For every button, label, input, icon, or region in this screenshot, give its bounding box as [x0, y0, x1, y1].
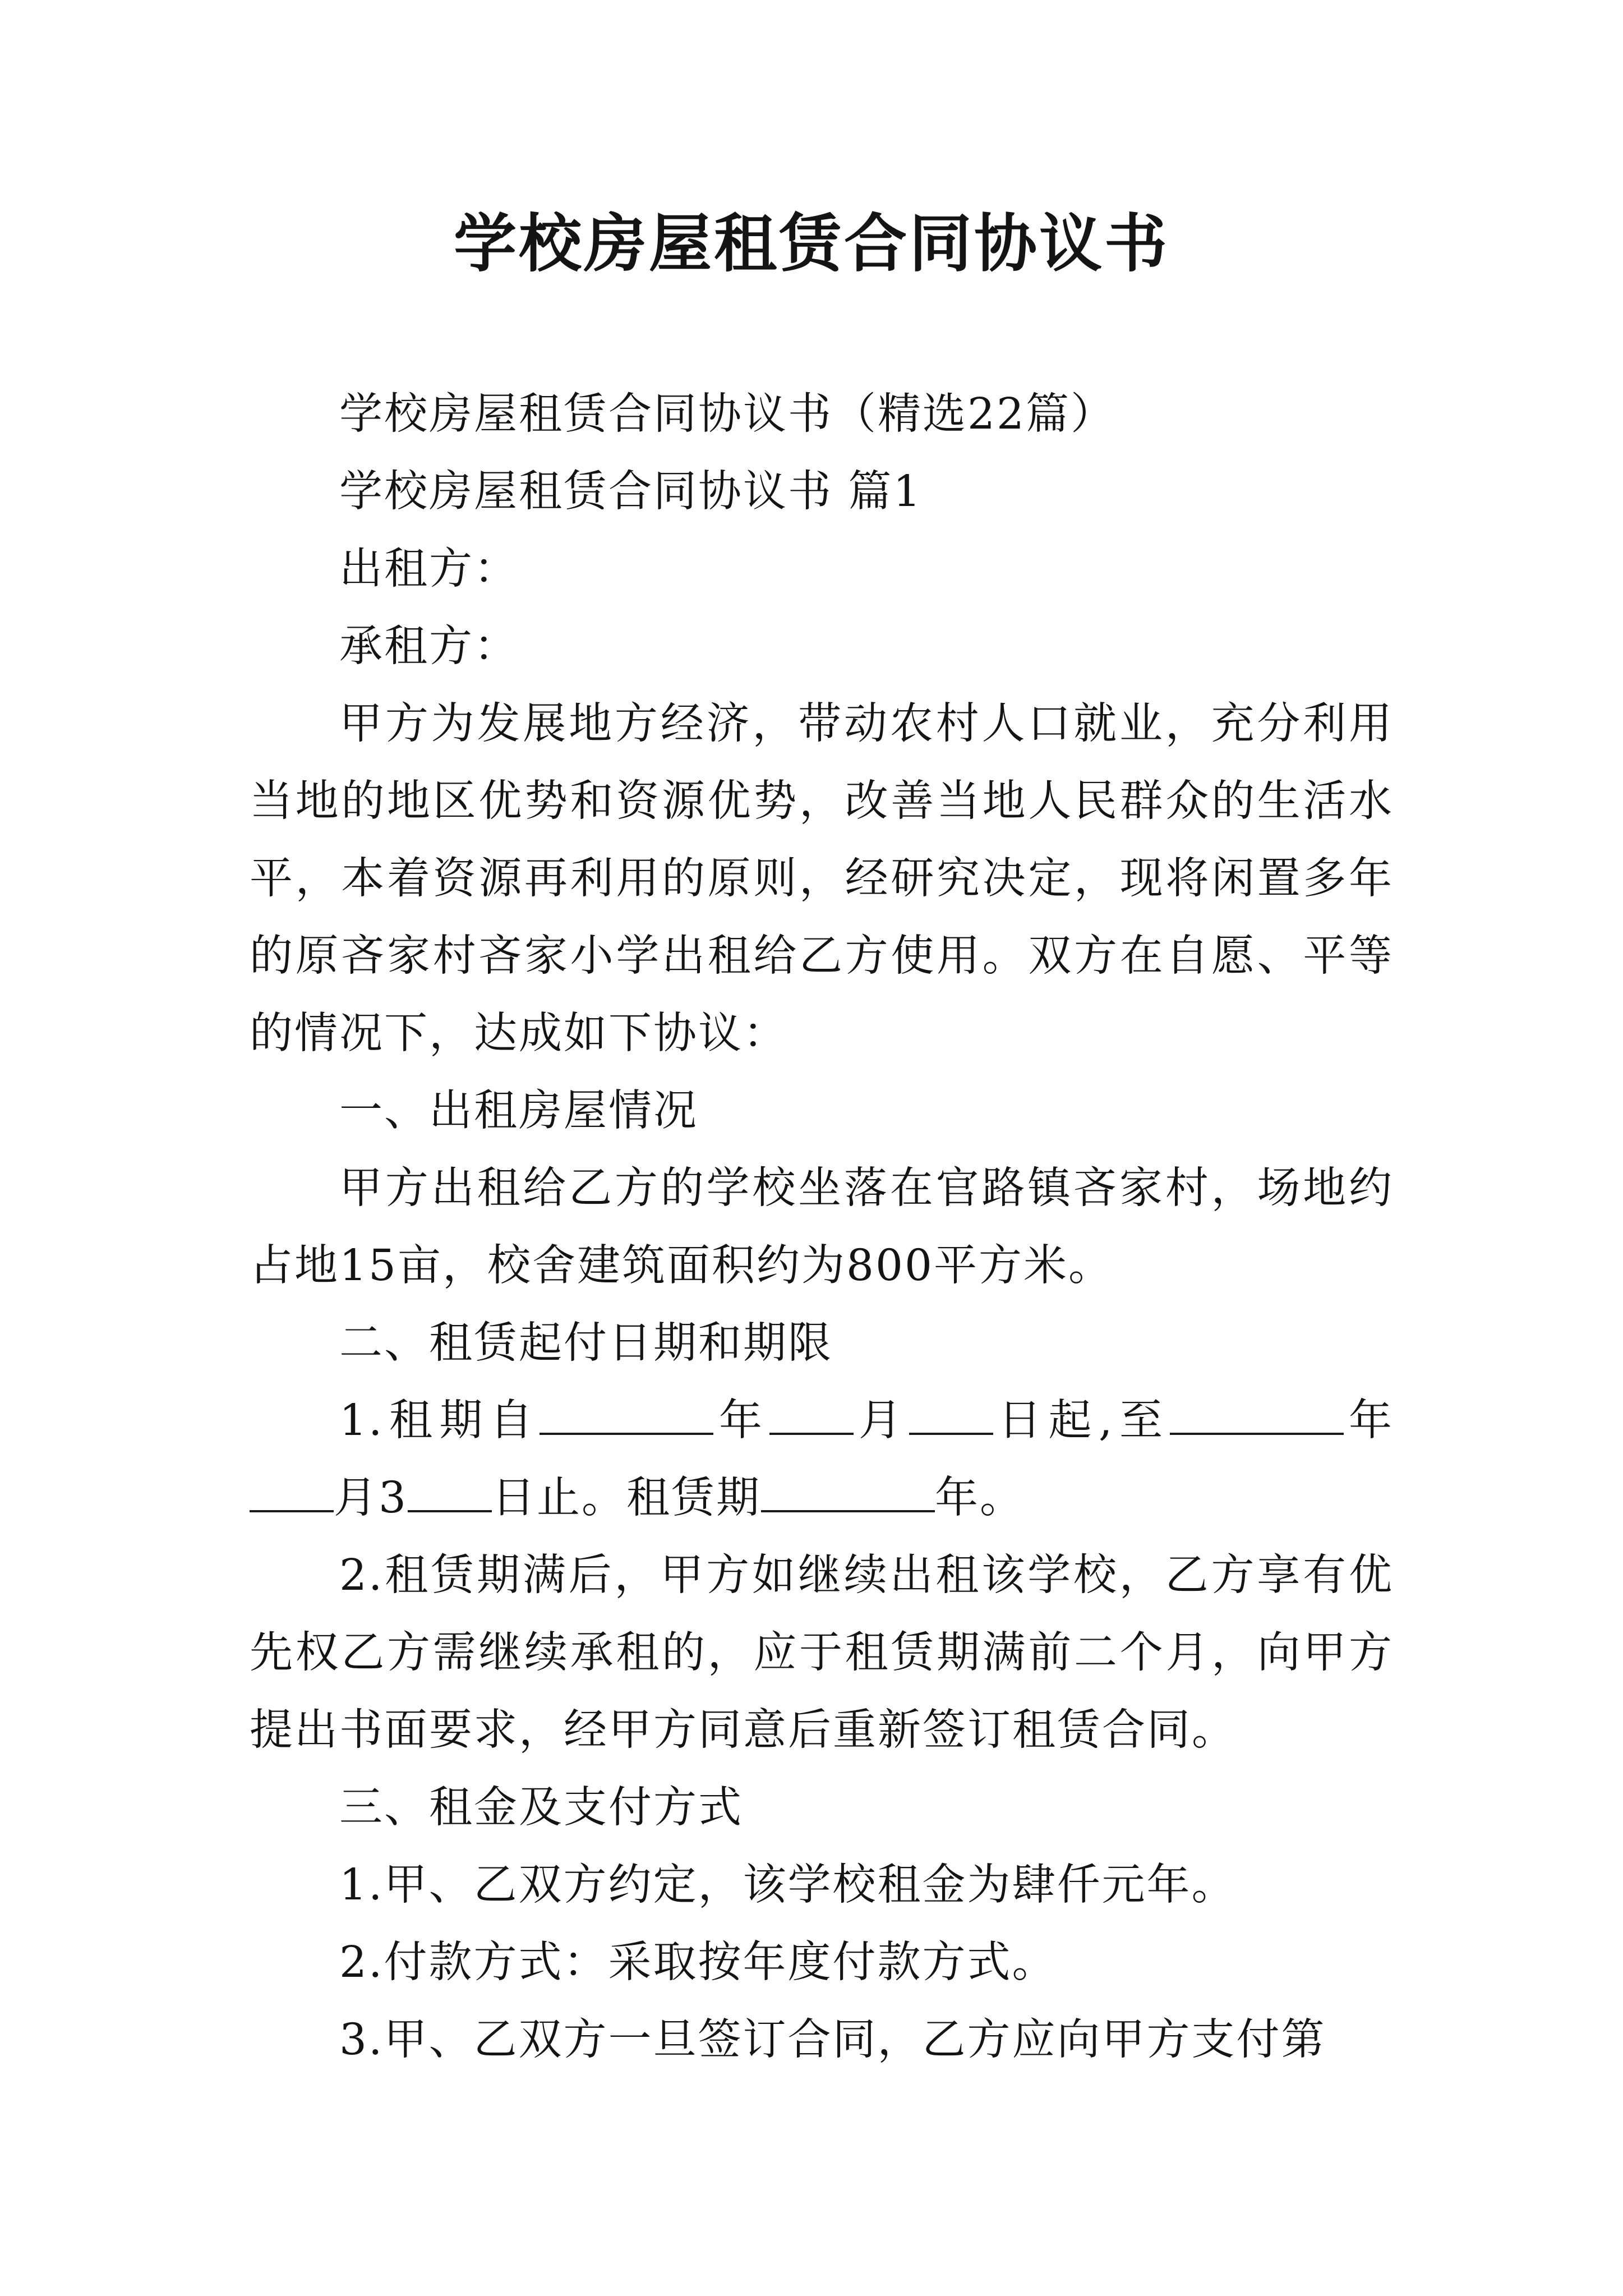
clause-text: 年 [713, 1396, 769, 1446]
clause-text: 日止。租赁期 [492, 1473, 761, 1523]
clause-text: 1.租期自 [339, 1396, 540, 1446]
paragraph: 2.付款方式：采取按年度付款方式。 [339, 1938, 1057, 1987]
clause-text: 日起,至 [993, 1396, 1170, 1446]
section-heading: 二、租赁起付日期和期限 [339, 1318, 833, 1368]
blank-line [540, 1390, 713, 1435]
clause-text: 年 [1343, 1396, 1394, 1446]
paragraph: 学校房屋租赁合同协议书（精选22篇） [339, 389, 1115, 439]
paragraph: 承租方： [339, 622, 519, 671]
section-heading: 一、出租房屋情况 [339, 1086, 698, 1136]
document-title: 学校房屋租赁合同协议书 [454, 207, 1169, 280]
paragraph: 3.甲、乙双方一旦签订合同，乙方应向甲方支付第 [339, 2015, 1326, 2065]
paragraph: 甲方为发展地方经济，带动农村人口就业，充分利用当地的地区优势和资源优势，改善当地人民群众的生活水平，本着资源再利用的原则，经研究决定，现将闲置多年的原吝家村吝家小学出租给乙方使用。双方在自愿、平等的情况下，达成如下协议： [250, 699, 1394, 1059]
clause-text: 年。 [935, 1473, 1025, 1523]
blank-line [250, 1467, 334, 1512]
blank-line [408, 1467, 492, 1512]
paragraph: 1.甲、乙双方约定，该学校租金为肆仟元年。 [339, 1860, 1237, 1910]
blank-line [1170, 1390, 1344, 1435]
paragraph: 甲方出租给乙方的学校坐落在官路镇吝家村，场地约占地15亩，校舍建筑面积约为800平方米。 [250, 1163, 1394, 1291]
paragraph: 出租方： [339, 544, 519, 594]
paragraph: 学校房屋租赁合同协议书 篇1 [339, 467, 923, 517]
blank-line [909, 1390, 993, 1435]
clause-text: 月3 [334, 1473, 408, 1523]
document-body [250, 376, 1394, 2079]
blank-line [761, 1467, 935, 1512]
term-clause [250, 1382, 1394, 1537]
blank-line [769, 1390, 854, 1435]
section-heading: 三、租金及支付方式 [339, 1783, 743, 1833]
clause-text: 月 [853, 1396, 909, 1446]
paragraph: 2.租赁期满后，甲方如继续出租该学校，乙方享有优先权乙方需继续承租的，应于租赁期满前二个月，向甲方提出书面要求，经甲方同意后重新签订租赁合同。 [250, 1550, 1394, 1755]
